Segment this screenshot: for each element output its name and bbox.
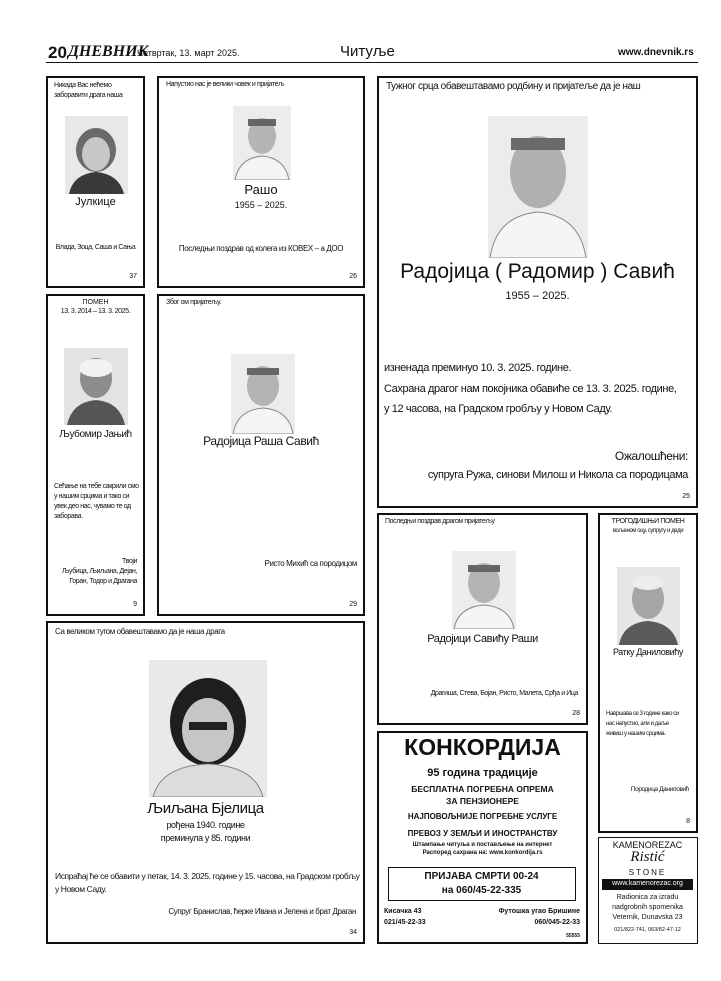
ad-note-line: Штампање читуља и постављење на интернет [412,842,553,848]
obituary-number: 29 [349,601,357,608]
memorial-title: ТРОГОДИШЊИ ПОМЕН [611,518,685,525]
obituary-radojici-savicu [377,513,588,725]
phone-left: 021/45-22-33 [384,919,426,926]
ad-code: 55555 [566,933,580,939]
signature-line: Твоји [122,558,137,565]
obituary-intro: вољеном оцу, супругу и деди [612,528,684,534]
death-line: преминула у 85. години [160,833,251,843]
deceased-name: Радојица ( Радомир ) Савић [400,260,675,283]
address-right: Футошка угао Бришине [498,908,580,915]
obituary-julkica [46,76,145,288]
memorial-title: ПОМЕН [82,299,109,306]
ad-service-line: НАЈПОВОЉНИЈЕ ПОГРЕБНЕ УСЛУГЕ [407,812,558,821]
funeral-info-line: у Новом Саду. [55,884,107,894]
obituary-ljubomir-janjic [46,294,145,616]
ad-service-line: ПРЕВОЗ У ЗЕМЉИ И ИНОСТРАНСТВУ [407,829,558,838]
newspaper-logo: ДНЕВНИК [68,43,149,60]
ad-text-line: Veternik, Dunavska 23 [612,914,683,921]
obituary-intro: Тужног срца обавештавамо родбину и пријатеље да је наш [386,81,641,92]
obituary-number: 34 [349,929,357,936]
obituary-body-line: у 12 часова, на Градском гробљу у Новом Саду. [384,403,613,415]
ad-text-line: nadgrobnih spomenika [612,904,683,911]
obituary-radojica-rasa-savic [157,294,365,616]
life-dates: 1955 – 2025. [234,200,288,210]
obituary-intro: Са великом тугом обавештавамо да је наша драга [55,627,225,636]
ad-service-line: ЗА ПЕНЗИОНЕРЕ [446,796,519,806]
obituary-body-line: изненада преминуо 10. 3. 2025. године. [384,362,572,374]
obituary-number: 9 [133,601,137,608]
ad-web-bar[interactable] [602,879,693,890]
ad-line: KAMENOREZAC [612,840,683,850]
page-number: 20 [48,43,67,62]
obituary-number: 37 [129,273,137,280]
ad-ristic-stone[interactable] [598,837,698,944]
header-rule [46,62,698,63]
portrait-photo [65,116,128,194]
obituary-signature: Последњи поздрав од колега из КОВЕХ – а ДОО [178,244,344,253]
ad-service-line: БЕСПЛАТНА ПОГРЕБНА ОПРЕМА [411,784,554,794]
website-link[interactable]: www.dnevnik.rs [618,47,694,58]
obituary-radojica-savic [377,76,698,508]
ad-line: STONE [628,868,667,877]
funeral-info-line: Испраћај ће се обавити у петак, 14. 3. 2025. године у 15. часова, на Градском гробљу [55,871,360,881]
memorial-text-line: Навршава се 3 године како си [606,711,679,717]
portrait-photo [233,106,291,180]
hotline-number: на 060/45-22-335 [441,885,522,896]
deceased-name: Ратку Даниловићу [612,647,684,657]
obituary-signature: Породица Даниловић [630,786,689,793]
obituary-body-line: Сахрана драгог нам покојника обавиће се 13. 3. 2025. године, [384,383,677,395]
birth-line: рођена 1940. године [166,820,245,830]
portrait-photo [149,660,267,797]
memorial-text-line: у нашим срцима и тако си [54,493,130,500]
mourners-list: супруга Ружа, синови Милош и Никола са породицама [427,469,688,481]
obituary-rasho [157,76,365,288]
portrait-photo [452,551,516,629]
obituary-ratko-danilovic [598,513,698,833]
obituary-number: 8 [686,818,690,825]
obituary-intro: Због ом пријатељу. [166,299,222,306]
address-left: Кисачка 43 [384,908,422,915]
obituary-intro: Последњи поздрав драгом пријатељу [385,518,495,525]
mourners-label: Ожалошћени: [614,449,688,463]
deceased-name: Рашо [244,182,278,197]
ad-phones: 021/822-741, 063/82-47-12 [614,927,681,933]
ad-text-line: Radionica za izradu [616,894,679,901]
memorial-text-line: нас напустио, али и даље [606,721,669,727]
issue-date: Четвртак, 13. март 2025. [137,48,240,58]
memorial-text-line: Сећање на тебе сакрили смо [54,483,139,490]
portrait-photo [64,348,128,425]
obituary-signature: Драгиша, Стева, Бојан, Ристо, Малета, Срђа и Ица [430,690,578,697]
portrait-photo [488,116,588,258]
deceased-name: Радојици Савићу Раши [427,633,538,645]
portrait-photo [231,354,295,434]
life-dates: 1955 – 2025. [505,290,570,302]
ad-website: www.kamenorezac.org [612,880,683,887]
ad-tagline: 95 година традиције [427,767,538,779]
obituary-intro: Напустио нас је велики човек и пријатељ [166,81,285,88]
signature-line: Љубица, Љиљана, Дејан, [62,568,137,575]
ad-konkordija[interactable] [377,731,588,944]
deceased-name: Радојица Раша Савић [203,434,319,448]
phone-right: 060/045-22-33 [534,919,580,926]
section-title: Читуље [340,43,395,60]
obituary-signature: Влада, Зоца, Саша и Сања [55,244,136,251]
obituary-number: 25 [682,493,690,500]
deceased-name: Љиљана Бјелица [147,800,264,817]
deceased-name: Љубомир Јањић [59,429,132,440]
portrait-photo [617,567,680,645]
memorial-dates: 13. 3. 2014 – 13. 3. 2025. [60,308,131,315]
obituary-signature: Ристо Михић са породицом [264,559,357,568]
obituary-signature: Супруг Бранислав, ћерке Ивана и Јелена и брат Драган [168,907,356,916]
obituary-ljiljana-bjelica [46,621,365,944]
obituary-number: 28 [572,710,580,717]
signature-line: Горан, Тодор и Драгана [69,578,137,585]
ad-brand: Ristić [630,849,665,865]
hotline-label: ПРИЈАВА СМРТИ 00-24 [424,871,539,882]
obituary-intro: Никада Вас нећемо заборавити драга наша [54,82,123,99]
memorial-text-line: живиш у нашим срцима. [606,731,666,737]
memorial-text-line: заборава. [54,513,83,520]
memorial-text-line: увек део нас, чувамо те од [54,503,131,510]
obituary-number: 26 [349,273,357,280]
ad-note-line: Распоред сахрана на: www.konkordija.rs [422,850,543,856]
hotline-box[interactable] [388,867,576,901]
ad-brand: КОНКОРДИЈА [404,734,561,760]
deceased-name: Јулкице [75,196,116,208]
